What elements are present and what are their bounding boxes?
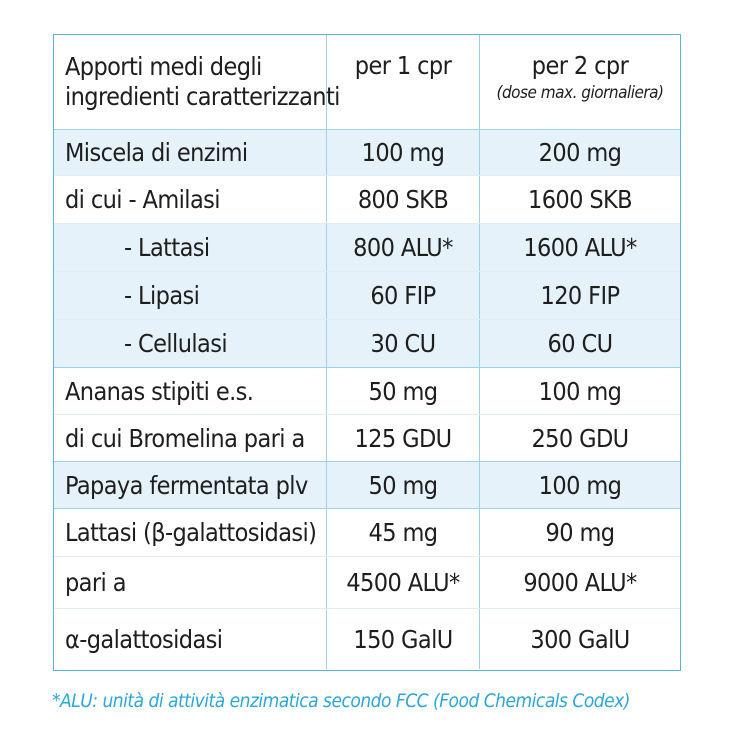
table-row bbox=[54, 272, 680, 320]
row-value-2-cpr: 1600 SKB bbox=[527, 185, 633, 214]
header-col3-note: (dose max. giornaliera) bbox=[496, 83, 664, 103]
header-col1-line2: ingredienti caratterizzanti bbox=[65, 82, 340, 111]
row-value-2-cpr: 300 GalU bbox=[530, 624, 630, 654]
row-value-1-cpr: 150 GalU bbox=[327, 609, 480, 669]
row-label: pari a bbox=[54, 557, 327, 608]
header-per-1-cpr-cell bbox=[327, 35, 480, 129]
row-value-1-cpr: 50 mg bbox=[327, 368, 480, 414]
row-label: - Cellulasi bbox=[54, 320, 327, 367]
row-value-1-cpr: 50 mg bbox=[327, 462, 480, 508]
row-value-2-cpr: 200 mg bbox=[538, 138, 622, 167]
row-label: di cui Bromelina pari a bbox=[54, 415, 327, 461]
table-row bbox=[54, 509, 680, 557]
row-label: Papaya fermentata plv bbox=[54, 462, 327, 508]
row-value-1-cpr: 60 FIP bbox=[327, 272, 480, 319]
row-value-1-cpr: 800 SKB bbox=[327, 176, 480, 223]
row-label: Miscela di enzimi bbox=[54, 130, 327, 175]
table-row bbox=[54, 462, 680, 509]
row-value-1-cpr: 125 GDU bbox=[327, 415, 480, 461]
row-label: α-galattosidasi bbox=[54, 609, 327, 669]
row-value-2-cpr: 60 CU bbox=[547, 329, 613, 358]
table-row bbox=[54, 320, 680, 368]
table-row bbox=[54, 368, 680, 415]
row-label: Ananas stipiti e.s. bbox=[54, 368, 327, 414]
table-row bbox=[54, 130, 680, 176]
row-label: - Lipasi bbox=[54, 272, 327, 319]
row-value-1-cpr: 4500 ALU* bbox=[327, 557, 480, 608]
header-ingredients-cell bbox=[54, 35, 340, 129]
row-value-1-cpr: 100 mg bbox=[327, 130, 480, 175]
table-row bbox=[54, 557, 680, 609]
row-value-2-cpr: 100 mg bbox=[538, 470, 622, 500]
row-value-1-cpr: 30 CU bbox=[327, 320, 480, 367]
row-label: di cui - Amilasi bbox=[54, 176, 327, 223]
header-col2: per 1 cpr bbox=[354, 51, 452, 80]
row-value-2-cpr: 90 mg bbox=[545, 518, 615, 547]
row-value-1-cpr: 800 ALU* bbox=[327, 224, 480, 271]
table-header-row bbox=[54, 35, 680, 130]
row-value-2-cpr: 1600 ALU* bbox=[523, 233, 637, 262]
row-label: Lattasi (β-galattosidasi) bbox=[54, 509, 327, 556]
table-row bbox=[54, 176, 680, 224]
table-row bbox=[54, 415, 680, 462]
row-value-1-cpr: 45 mg bbox=[327, 509, 480, 556]
header-per-2-cpr-cell bbox=[480, 35, 680, 129]
row-value-2-cpr: 9000 ALU* bbox=[523, 568, 637, 597]
header-col3: per 2 cpr bbox=[531, 51, 629, 80]
row-label: - Lattasi bbox=[54, 224, 327, 271]
row-value-2-cpr: 250 GDU bbox=[531, 423, 629, 453]
table-row bbox=[54, 609, 680, 669]
header-col1-line1: Apporti medi degli bbox=[65, 52, 262, 81]
row-value-2-cpr: 100 mg bbox=[538, 376, 622, 406]
table-row bbox=[54, 224, 680, 272]
row-value-2-cpr: 120 FIP bbox=[540, 281, 620, 310]
ingredients-table bbox=[53, 34, 681, 671]
alu-footnote: *ALU: unità di attività enzimatica secondo FCC (Food Chemicals Codex) bbox=[52, 690, 630, 712]
